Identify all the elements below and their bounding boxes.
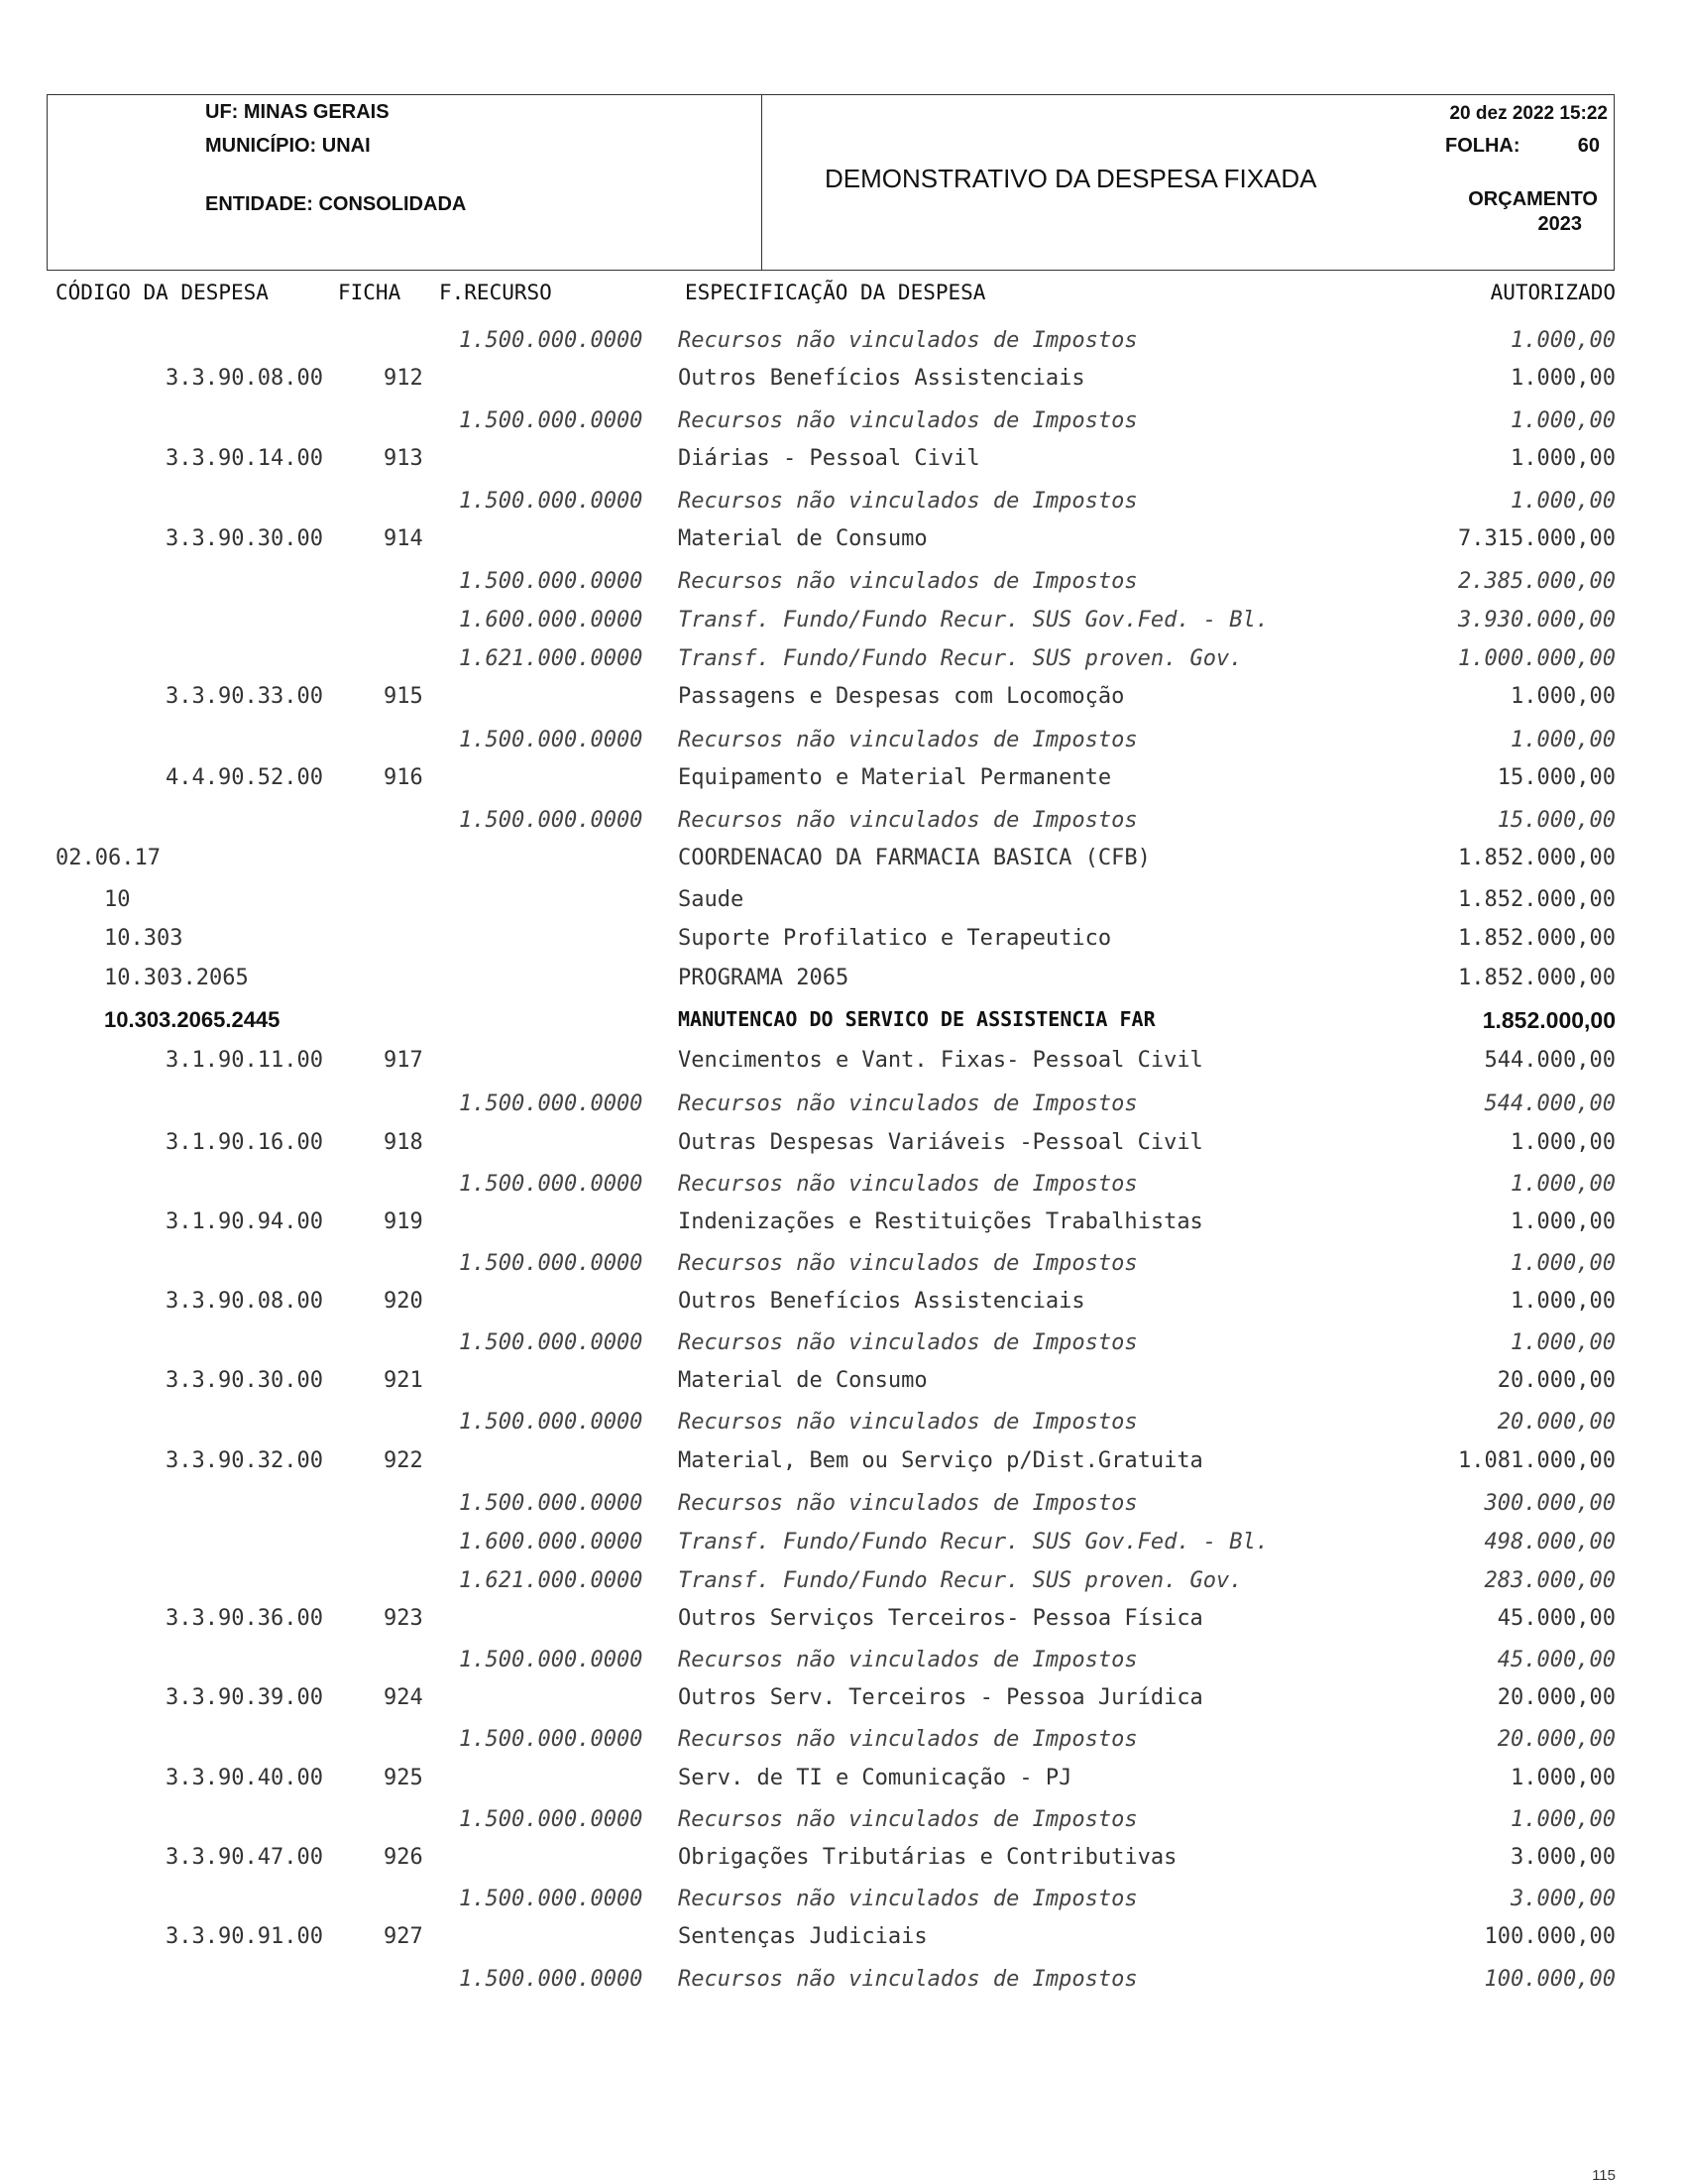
expense-description: Serv. de TI e Comunicação - PJ xyxy=(678,1766,1072,1790)
ficha-number: 922 xyxy=(384,1448,423,1473)
authorized-value: 1.000,00 xyxy=(1511,1766,1616,1790)
expense-description: Transf. Fundo/Fundo Recur. SUS Gov.Fed. - Bl. xyxy=(678,608,1270,632)
fonte-recurso: 1.500.000.0000 xyxy=(459,1172,643,1197)
authorized-value: 1.852.000,00 xyxy=(1458,966,1616,990)
ficha-number: 912 xyxy=(384,366,423,391)
despesa-code: 3.3.90.30.00 xyxy=(166,526,323,551)
table-row xyxy=(0,1766,1686,1805)
fonte-recurso: 1.500.000.0000 xyxy=(459,408,643,433)
ficha-number: 925 xyxy=(384,1766,423,1790)
fonte-recurso: 1.500.000.0000 xyxy=(459,328,643,353)
table-row xyxy=(0,1289,1686,1328)
authorized-value: 1.000,00 xyxy=(1511,366,1616,391)
authorized-value: 45.000,00 xyxy=(1497,1648,1616,1672)
table-row xyxy=(0,1130,1686,1170)
page-number: 115 xyxy=(1592,2167,1616,2184)
expense-description: Recursos não vinculados de Impostos xyxy=(678,408,1138,433)
uf-label: UF: MINAS GERAIS xyxy=(205,101,390,123)
orcamento-year: 2023 xyxy=(1537,213,1582,235)
ficha-number: 921 xyxy=(384,1368,423,1393)
ficha-number: 913 xyxy=(384,446,423,471)
table-row xyxy=(0,1007,1686,1047)
despesa-code: 3.1.90.11.00 xyxy=(166,1048,323,1073)
allocation-row xyxy=(0,489,1686,528)
authorized-value: 544.000,00 xyxy=(1484,1092,1616,1116)
allocation-row xyxy=(0,808,1686,848)
expense-description: Equipamento e Material Permanente xyxy=(678,765,1112,790)
table-row xyxy=(0,366,1686,405)
entidade-label: ENTIDADE: CONSOLIDADA xyxy=(205,193,467,215)
despesa-code: 3.3.90.40.00 xyxy=(166,1766,323,1790)
authorized-value: 1.000,00 xyxy=(1511,1289,1616,1314)
ficha-number: 920 xyxy=(384,1289,423,1314)
authorized-value: 100.000,00 xyxy=(1484,1924,1616,1949)
expense-description: Diárias - Pessoal Civil xyxy=(678,446,980,471)
authorized-value: 3.930.000,00 xyxy=(1458,608,1616,632)
expense-description: Outros Benefícios Assistenciais xyxy=(678,1289,1085,1314)
despesa-code: 4.4.90.52.00 xyxy=(166,765,323,790)
fonte-recurso: 1.500.000.0000 xyxy=(459,569,643,594)
authorized-value: 1.000,00 xyxy=(1511,408,1616,433)
despesa-code: 10.303.2065 xyxy=(104,966,249,990)
authorized-value: 1.852.000,00 xyxy=(1482,1007,1616,1033)
expense-description: Sentenças Judiciais xyxy=(678,1924,928,1949)
col-codigo: CÓDIGO DA DESPESA xyxy=(56,281,269,304)
expense-description: Transf. Fundo/Fundo Recur. SUS Gov.Fed. - Bl. xyxy=(678,1530,1270,1554)
expense-description: Recursos não vinculados de Impostos xyxy=(678,1410,1138,1435)
authorized-value: 3.000,00 xyxy=(1511,1887,1616,1911)
allocation-row xyxy=(0,728,1686,767)
table-row xyxy=(0,926,1686,966)
authorized-value: 45.000,00 xyxy=(1497,1606,1616,1631)
table-row xyxy=(0,846,1686,885)
allocation-row xyxy=(0,1092,1686,1131)
authorized-value: 7.315.000,00 xyxy=(1458,526,1616,551)
allocation-row xyxy=(0,1807,1686,1847)
table-row xyxy=(0,765,1686,805)
authorized-value: 1.081.000,00 xyxy=(1458,1448,1616,1473)
expense-description: Vencimentos e Vant. Fixas- Pessoal Civil xyxy=(678,1048,1203,1073)
table-row xyxy=(0,446,1686,486)
authorized-value: 498.000,00 xyxy=(1484,1530,1616,1554)
expense-description: Recursos não vinculados de Impostos xyxy=(678,1491,1138,1516)
table-row xyxy=(0,1048,1686,1088)
allocation-row xyxy=(0,1172,1686,1211)
table-row xyxy=(0,684,1686,724)
authorized-value: 1.000,00 xyxy=(1511,328,1616,353)
allocation-row xyxy=(0,408,1686,448)
fonte-recurso: 1.500.000.0000 xyxy=(459,1330,643,1355)
fonte-recurso: 1.500.000.0000 xyxy=(459,1887,643,1911)
authorized-value: 1.000,00 xyxy=(1511,1807,1616,1832)
authorized-value: 1.000,00 xyxy=(1511,1130,1616,1155)
fonte-recurso: 1.500.000.0000 xyxy=(459,1092,643,1116)
expense-description: Obrigações Tributárias e Contributivas xyxy=(678,1845,1178,1870)
fonte-recurso: 1.500.000.0000 xyxy=(459,1807,643,1832)
authorized-value: 15.000,00 xyxy=(1497,765,1616,790)
header-divider xyxy=(761,94,762,271)
fonte-recurso: 1.600.000.0000 xyxy=(459,1530,643,1554)
expense-description: Material de Consumo xyxy=(678,1368,928,1393)
col-autorizado: AUTORIZADO xyxy=(1490,281,1616,304)
expense-description: COORDENACAO DA FARMACIA BASICA (CFB) xyxy=(678,846,1151,870)
allocation-row xyxy=(0,1530,1686,1569)
fonte-recurso: 1.621.000.0000 xyxy=(459,646,643,671)
allocation-row xyxy=(0,1967,1686,2007)
allocation-row xyxy=(0,1727,1686,1767)
authorized-value: 1.000,00 xyxy=(1511,1172,1616,1197)
allocation-row xyxy=(0,1330,1686,1370)
authorized-value: 20.000,00 xyxy=(1497,1410,1616,1435)
authorized-value: 300.000,00 xyxy=(1484,1491,1616,1516)
expense-description: Recursos não vinculados de Impostos xyxy=(678,1887,1138,1911)
expense-description: Recursos não vinculados de Impostos xyxy=(678,1251,1138,1276)
despesa-code: 3.3.90.47.00 xyxy=(166,1845,323,1870)
fonte-recurso: 1.500.000.0000 xyxy=(459,808,643,833)
expense-description: Recursos não vinculados de Impostos xyxy=(678,1648,1138,1672)
expense-description: Recursos não vinculados de Impostos xyxy=(678,489,1138,514)
expense-description: Recursos não vinculados de Impostos xyxy=(678,1172,1138,1197)
expense-description: Outras Despesas Variáveis -Pessoal Civil xyxy=(678,1130,1203,1155)
despesa-code: 3.3.90.30.00 xyxy=(166,1368,323,1393)
allocation-row xyxy=(0,1251,1686,1291)
authorized-value: 544.000,00 xyxy=(1484,1048,1616,1073)
expense-description: Recursos não vinculados de Impostos xyxy=(678,808,1138,833)
fonte-recurso: 1.500.000.0000 xyxy=(459,1967,643,1992)
ficha-number: 914 xyxy=(384,526,423,551)
expense-description: Saude xyxy=(678,887,744,912)
allocation-row xyxy=(0,569,1686,609)
expense-description: Indenizações e Restituições Trabalhistas xyxy=(678,1209,1203,1234)
orcamento-label: ORÇAMENTO xyxy=(1468,188,1598,210)
despesa-code: 3.3.90.14.00 xyxy=(166,446,323,471)
allocation-row xyxy=(0,1410,1686,1449)
table-row xyxy=(0,1685,1686,1725)
fonte-recurso: 1.500.000.0000 xyxy=(459,1491,643,1516)
expense-description: Recursos não vinculados de Impostos xyxy=(678,569,1138,594)
despesa-code: 10.303.2065.2445 xyxy=(104,1007,281,1032)
fonte-recurso: 1.500.000.0000 xyxy=(459,728,643,752)
document-title: DEMONSTRATIVO DA DESPESA FIXADA xyxy=(825,164,1317,193)
authorized-value: 1.852.000,00 xyxy=(1458,926,1616,951)
folha-value: 60 xyxy=(1577,135,1600,157)
despesa-code: 3.3.90.08.00 xyxy=(166,1289,323,1314)
expense-description: Recursos não vinculados de Impostos xyxy=(678,1967,1138,1992)
authorized-value: 1.000,00 xyxy=(1511,684,1616,709)
table-row xyxy=(0,1448,1686,1488)
expense-description: Suporte Profilatico e Terapeutico xyxy=(678,926,1112,951)
allocation-row xyxy=(0,1568,1686,1608)
despesa-code: 3.1.90.16.00 xyxy=(166,1130,323,1155)
expense-description: Recursos não vinculados de Impostos xyxy=(678,1727,1138,1752)
authorized-value: 283.000,00 xyxy=(1484,1568,1616,1593)
fonte-recurso: 1.500.000.0000 xyxy=(459,1727,643,1752)
despesa-code: 3.3.90.32.00 xyxy=(166,1448,323,1473)
expense-description: Recursos não vinculados de Impostos xyxy=(678,1330,1138,1355)
municipio-label: MUNICÍPIO: UNAI xyxy=(205,135,371,157)
allocation-row xyxy=(0,328,1686,368)
report-datetime: 20 dez 2022 15:22 xyxy=(1449,103,1608,124)
expense-description: Outros Serviços Terceiros- Pessoa Física xyxy=(678,1606,1203,1631)
ficha-number: 915 xyxy=(384,684,423,709)
authorized-value: 15.000,00 xyxy=(1497,808,1616,833)
despesa-code: 3.3.90.91.00 xyxy=(166,1924,323,1949)
folha-label: FOLHA: xyxy=(1445,135,1520,157)
ficha-number: 917 xyxy=(384,1048,423,1073)
authorized-value: 100.000,00 xyxy=(1484,1967,1616,1992)
authorized-value: 1.000,00 xyxy=(1511,489,1616,514)
expense-description: Outros Benefícios Assistenciais xyxy=(678,366,1085,391)
expense-description: Outros Serv. Terceiros - Pessoa Jurídica xyxy=(678,1685,1203,1710)
expense-description: Passagens e Despesas com Locomoção xyxy=(678,684,1125,709)
table-row xyxy=(0,1845,1686,1885)
despesa-code: 02.06.17 xyxy=(56,846,161,870)
ficha-number: 919 xyxy=(384,1209,423,1234)
allocation-row xyxy=(0,646,1686,686)
despesa-code: 3.3.90.33.00 xyxy=(166,684,323,709)
fonte-recurso: 1.600.000.0000 xyxy=(459,608,643,632)
table-row xyxy=(0,966,1686,1005)
expense-description: MANUTENCAO DO SERVICO DE ASSISTENCIA FAR xyxy=(678,1007,1156,1031)
despesa-code: 3.3.90.36.00 xyxy=(166,1606,323,1631)
allocation-row xyxy=(0,608,1686,647)
col-ficha: FICHA xyxy=(338,281,401,304)
despesa-code: 10.303 xyxy=(104,926,183,951)
authorized-value: 1.000.000,00 xyxy=(1458,646,1616,671)
despesa-code: 3.1.90.94.00 xyxy=(166,1209,323,1234)
fonte-recurso: 1.500.000.0000 xyxy=(459,1251,643,1276)
authorized-value: 20.000,00 xyxy=(1497,1727,1616,1752)
authorized-value: 1.000,00 xyxy=(1511,1251,1616,1276)
authorized-value: 2.385.000,00 xyxy=(1458,569,1616,594)
authorized-value: 1.000,00 xyxy=(1511,1330,1616,1355)
authorized-value: 1.000,00 xyxy=(1511,446,1616,471)
expense-description: PROGRAMA 2065 xyxy=(678,966,849,990)
authorized-value: 1.852.000,00 xyxy=(1458,846,1616,870)
authorized-value: 1.000,00 xyxy=(1511,728,1616,752)
table-row xyxy=(0,887,1686,927)
table-row xyxy=(0,1606,1686,1646)
ficha-number: 918 xyxy=(384,1130,423,1155)
table-row xyxy=(0,1924,1686,1964)
allocation-row xyxy=(0,1887,1686,1926)
table-row xyxy=(0,1368,1686,1408)
authorized-value: 20.000,00 xyxy=(1497,1368,1616,1393)
expense-description: Recursos não vinculados de Impostos xyxy=(678,728,1138,752)
fonte-recurso: 1.621.000.0000 xyxy=(459,1568,643,1593)
expense-description: Recursos não vinculados de Impostos xyxy=(678,1092,1138,1116)
ficha-number: 924 xyxy=(384,1685,423,1710)
expense-description: Material, Bem ou Serviço p/Dist.Gratuita xyxy=(678,1448,1203,1473)
authorized-value: 20.000,00 xyxy=(1497,1685,1616,1710)
ficha-number: 916 xyxy=(384,765,423,790)
expense-description: Recursos não vinculados de Impostos xyxy=(678,1807,1138,1832)
expense-description: Recursos não vinculados de Impostos xyxy=(678,328,1138,353)
ficha-number: 923 xyxy=(384,1606,423,1631)
expense-description: Material de Consumo xyxy=(678,526,928,551)
authorized-value: 1.852.000,00 xyxy=(1458,887,1616,912)
expense-description: Transf. Fundo/Fundo Recur. SUS proven. Gov. xyxy=(678,646,1243,671)
despesa-code: 3.3.90.39.00 xyxy=(166,1685,323,1710)
allocation-row xyxy=(0,1648,1686,1687)
table-row xyxy=(0,526,1686,566)
ficha-number: 926 xyxy=(384,1845,423,1870)
authorized-value: 1.000,00 xyxy=(1511,1209,1616,1234)
fonte-recurso: 1.500.000.0000 xyxy=(459,1648,643,1672)
expense-description: Transf. Fundo/Fundo Recur. SUS proven. Gov. xyxy=(678,1568,1243,1593)
table-row xyxy=(0,1209,1686,1249)
allocation-row xyxy=(0,1491,1686,1531)
despesa-code: 3.3.90.08.00 xyxy=(166,366,323,391)
fonte-recurso: 1.500.000.0000 xyxy=(459,489,643,514)
despesa-code: 10 xyxy=(104,887,131,912)
fonte-recurso: 1.500.000.0000 xyxy=(459,1410,643,1435)
authorized-value: 3.000,00 xyxy=(1511,1845,1616,1870)
col-recurso: F.RECURSO xyxy=(439,281,552,304)
ficha-number: 927 xyxy=(384,1924,423,1949)
col-especificacao: ESPECIFICAÇÃO DA DESPESA xyxy=(685,281,986,304)
